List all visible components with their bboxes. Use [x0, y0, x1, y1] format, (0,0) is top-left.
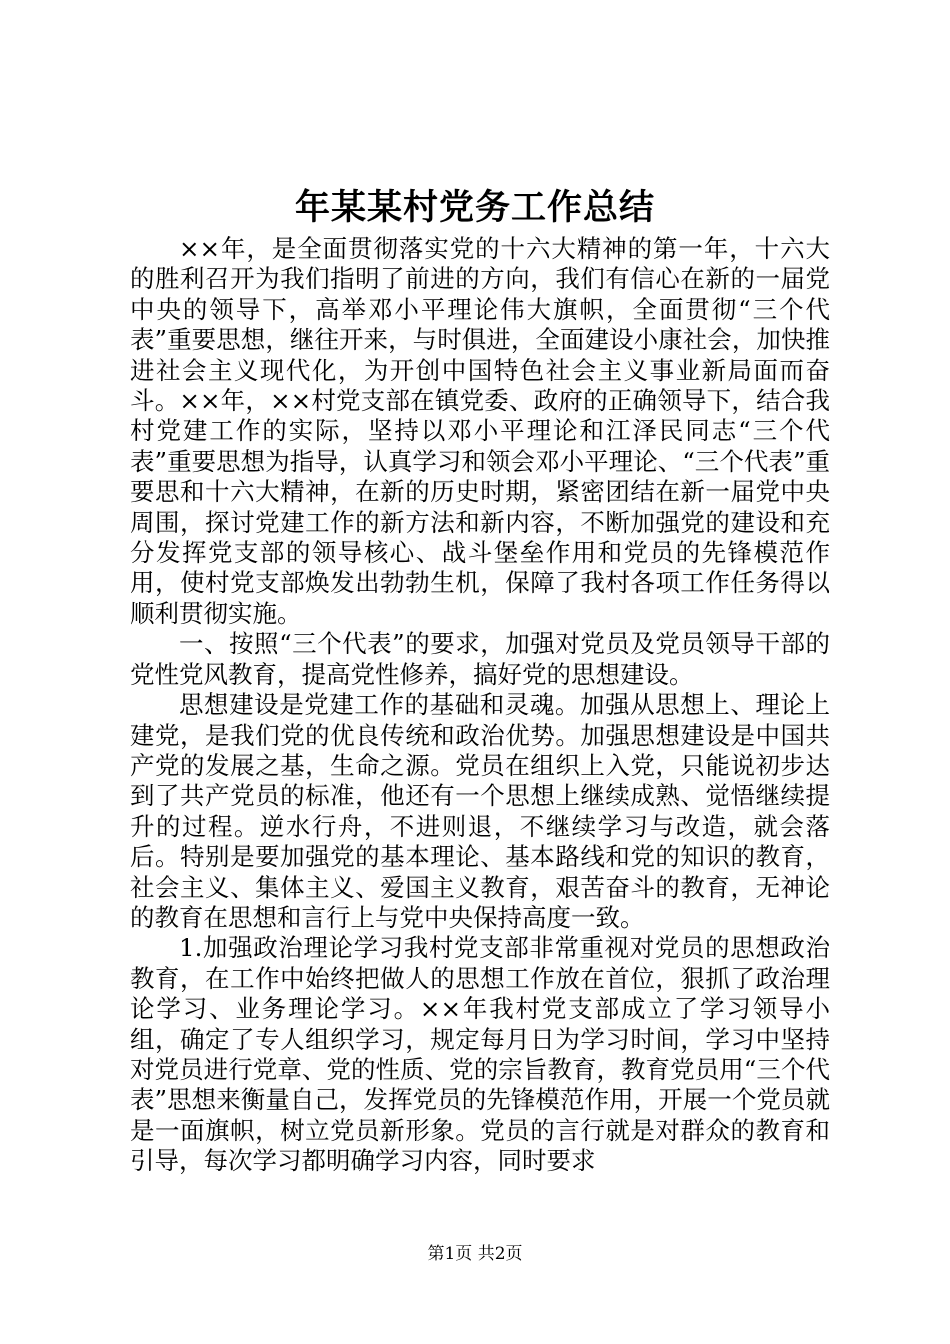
document-body	[130, 234, 830, 1177]
paragraph-intro: ××年，是全面贯彻落实党的十六大精神的第一年，十六大的胜利召开为我们指明了前进的方向，我们有信心在新的一届党中央的领导下，高举邓小平理论伟大旗帜，全面贯彻“三个代表”重要思想，继往开来，与时俱进，全面建设小康社会，加快推进社会主义现代化，为开创中国特色社会主义事业新局面而奋斗。××年，××村党支部在镇党委、政府的正确领导下，结合我村党建工作的实际，坚持以邓小平理论和江泽民同志“三个代表”重要思想为指导，认真学习和领会邓小平理论、“三个代表”重要思和十六大精神，在新的历史时期，紧密团结在新一届党中央周围，探讨党建工作的新方法和新内容，不断加强党的建设和充分发挥党支部的领导核心、战斗堡垒作用和党员的先锋模范作用，使村党支部焕发出勃勃生机，保障了我村各项工作任务得以顺利贯彻实施。	[130, 234, 830, 628]
paragraph-section-1-heading: 一、按照“三个代表”的要求，加强对党员及党员领导干部的党性党风教育，提高党性修养，搞好党的思想建设。	[130, 629, 830, 689]
paragraph-ideology: 思想建设是党建工作的基础和灵魂。加强从思想上、理论上建党，是我们党的优良传统和政治优势。加强思想建设是中国共产党的发展之基，生命之源。党员在组织上入党，只能说初步达到了共产党员的标准，他还有一个思想上继续成熟、觉悟继续提升的过程。逆水行舟，不进则退，不继续学习与改造，就会落后。特别是要加强党的基本理论、基本路线和党的知识的教育，社会主义、集体主义、爱国主义教育，艰苦奋斗的教育，无神论的教育在思想和言行上与党中央保持高度一致。	[130, 690, 830, 932]
paragraph-political-study: 1.加强政治理论学习我村党支部非常重视对党员的思想政治教育，在工作中始终把做人的思想工作放在首位，狠抓了政治理论学习、业务理论学习。××年我村党支部成立了学习领导小组，确定了专人组织学习，规定每月日为学习时间，学习中坚持对党员进行党章、党的性质、党的宗旨教育，教育党员用“三个代表”思想来衡量自己，发挥党员的先锋模范作用，开展一个党员就是一面旗帜，树立党员新形象。党员的言行就是对群众的教育和引导，每次学习都明确学习内容，同时要求	[130, 933, 830, 1176]
document-title: 年某某村党务工作总结	[294, 187, 655, 228]
page-footer: 第1页 共2页	[427, 1244, 523, 1264]
